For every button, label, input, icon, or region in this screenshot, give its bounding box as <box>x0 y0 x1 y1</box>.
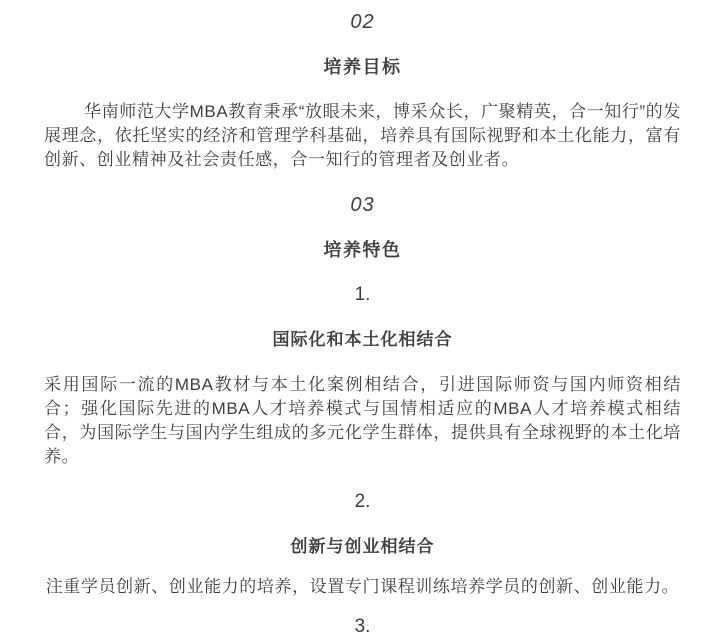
paragraph-innovation: 注重学员创新、创业能力的培养，设置专门课程训练培养学员的创新、创业能力。 <box>45 577 680 596</box>
item-number-1: 1. <box>354 284 371 305</box>
article-body <box>44 10 681 639</box>
section-number-02: 02 <box>350 11 375 33</box>
item-heading-innovation: 创新与创业相结合 <box>290 537 435 556</box>
item-heading-internationalization: 国际化和本土化相结合 <box>272 330 453 349</box>
item-number-2: 2. <box>354 491 371 512</box>
paragraph-training-goal: 华南师范大学MBA教育秉承“放眼未来，博采众长，广聚精英，合一知行”的发展理念，依托坚实的经济和管理学科基础，培养具有国际视野和本土化能力，富有创新、创业精神及社会责任感，合一知行的管理者及创业者。 <box>44 102 681 169</box>
section-heading-training-goal: 培养目标 <box>323 57 402 77</box>
section-number-03: 03 <box>350 194 375 216</box>
paragraph-internationalization: 采用国际一流的MBA教材与本土化案例相结合，引进国际师资与国内师资相结合；强化国际先进的MBA人才培养模式与国情相适应的MBA人才培养模式相结合，为国际学生与国内学生组成的多元化学生群体，提供具有全球视野的本土化培养。 <box>44 375 681 466</box>
section-heading-training-features: 培养特色 <box>323 240 402 260</box>
item-number-3: 3. <box>354 616 371 637</box>
